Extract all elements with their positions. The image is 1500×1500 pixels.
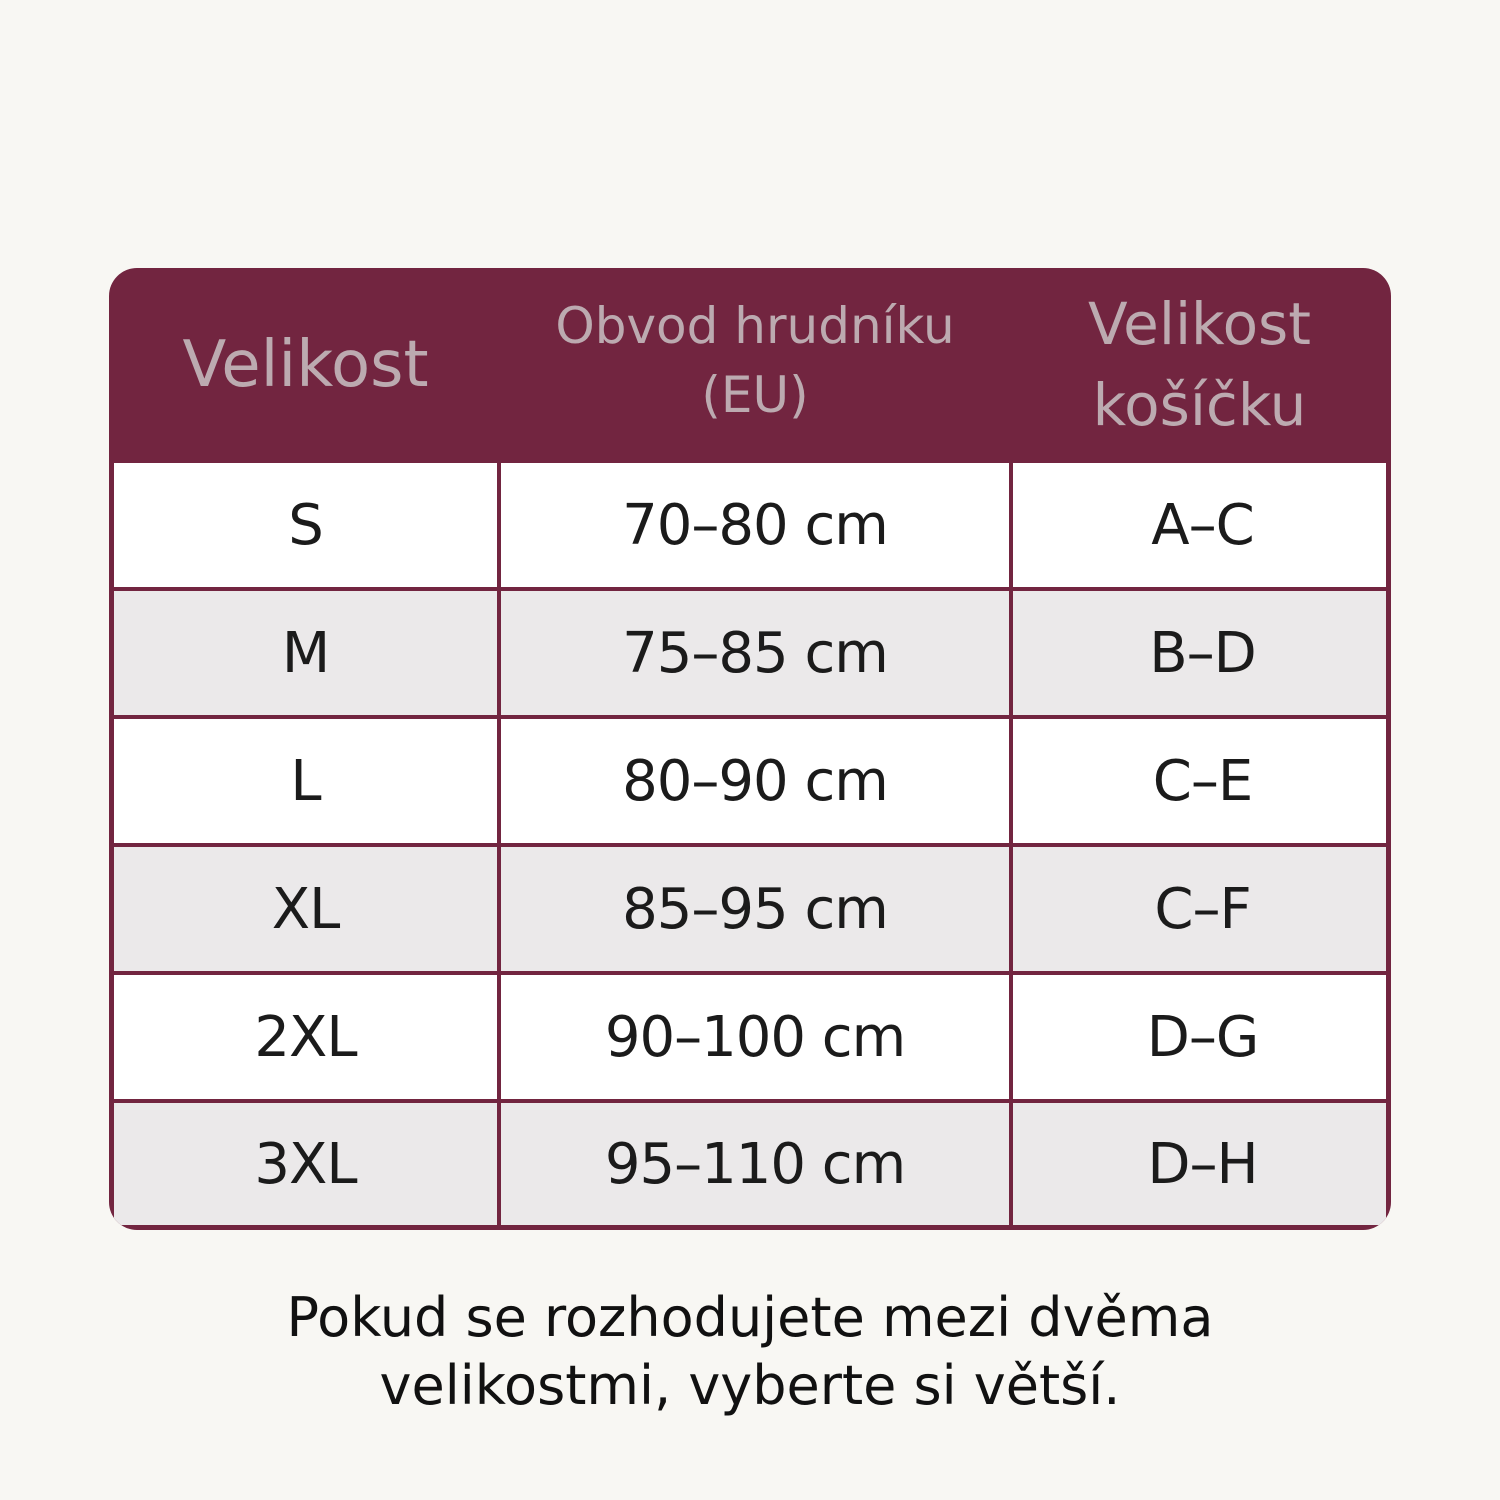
table-cell-cup: C–F bbox=[1013, 847, 1386, 971]
header-size-label: Velikost bbox=[182, 328, 429, 403]
table-cell-cup: D–G bbox=[1013, 975, 1386, 1099]
header-chest bbox=[501, 273, 1009, 460]
table-cell-size: XL bbox=[114, 847, 497, 971]
table-cell-size: S bbox=[114, 463, 497, 587]
header-cup-line1: Velikost bbox=[1087, 290, 1312, 359]
size-table bbox=[109, 268, 1391, 1230]
table-cell-chest: 95–110 cm bbox=[501, 1103, 1009, 1225]
table-cell-chest: 85–95 cm bbox=[501, 847, 1009, 971]
header-size bbox=[114, 273, 497, 460]
table-cell-size: M bbox=[114, 591, 497, 715]
table-cell-chest: 70–80 cm bbox=[501, 463, 1009, 587]
header-cup-line2: košíčku bbox=[1092, 370, 1307, 439]
table-cell-cup: D–H bbox=[1013, 1103, 1386, 1225]
size-advice-line2: velikostmi, vyberte si větší. bbox=[379, 1354, 1121, 1417]
table-cell-chest: 90–100 cm bbox=[501, 975, 1009, 1099]
size-advice-note bbox=[150, 1284, 1350, 1420]
size-advice-line1: Pokud se rozhodujete mezi dvěma bbox=[286, 1286, 1214, 1349]
table-cell-size: L bbox=[114, 719, 497, 843]
table-cell-chest: 75–85 cm bbox=[501, 591, 1009, 715]
header-cup bbox=[1013, 273, 1386, 460]
header-chest-line2: (EU) bbox=[701, 365, 809, 424]
table-cell-cup: A–C bbox=[1013, 463, 1386, 587]
table-cell-size: 2XL bbox=[114, 975, 497, 1099]
header-chest-line1: Obvod hrudníku bbox=[555, 296, 955, 355]
table-cell-size: 3XL bbox=[114, 1103, 497, 1225]
table-cell-cup: C–E bbox=[1013, 719, 1386, 843]
table-cell-chest: 80–90 cm bbox=[501, 719, 1009, 843]
table-cell-cup: B–D bbox=[1013, 591, 1386, 715]
